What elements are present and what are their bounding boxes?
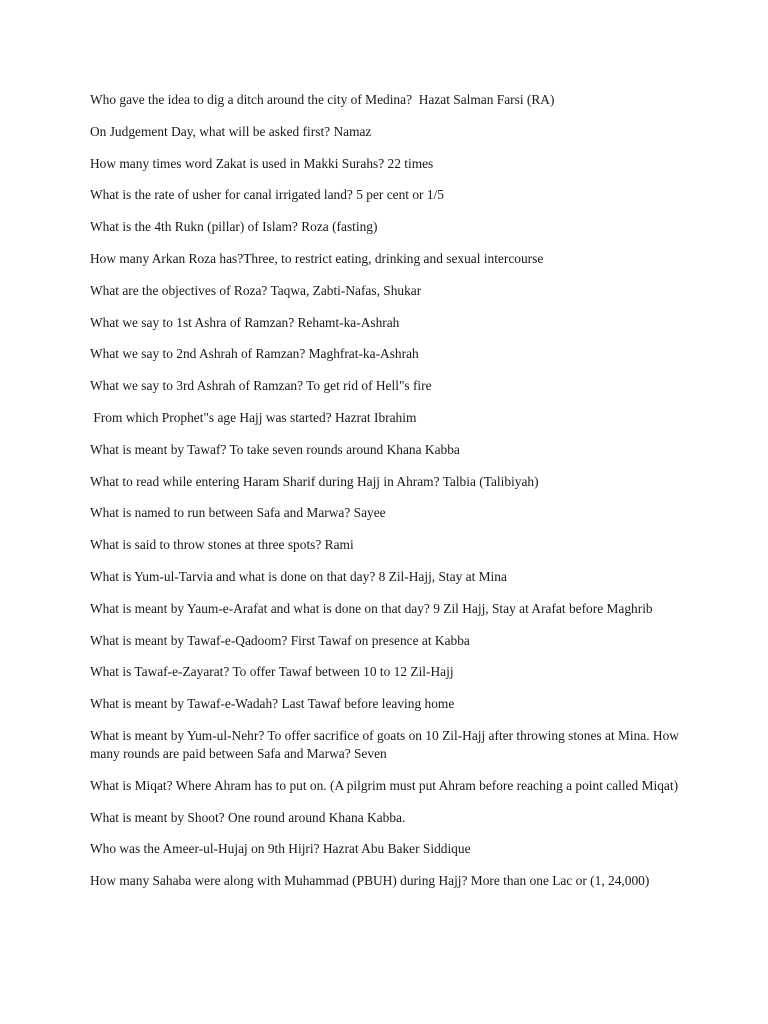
qa-line-14: What is named to run between Safa and Marwa? Sayee (90, 505, 386, 521)
qa-line-13: What to read while entering Haram Sharif during Hajj in Ahram? Talbia (Talibiyah) (90, 473, 539, 489)
qa-line-2: On Judgement Day, what will be asked first? Namaz (90, 123, 372, 139)
qa-line-10: What we say to 3rd Ashrah of Ramzan? To get rid of Hell"s fire (90, 378, 432, 394)
qa-line-16: What is Yum-ul-Tarvia and what is done on that day? 8 Zil-Hajj, Stay at Mina (90, 568, 507, 584)
qa-line-1: Who gave the idea to dig a ditch around the city of Medina? Hazat Salman Farsi (RA) (90, 92, 555, 107)
qa-line-21: What is meant by Yum-ul-Nehr? To offer sacrifice of goats on 10 Zil-Hajj after throwing stones at Mina. How many rounds are paid between Safa and Marwa? Seven (90, 727, 683, 761)
qa-line-5: What is the 4th Rukn (pillar) of Islam? Roza (fasting) (90, 219, 378, 235)
qa-line-17: What is meant by Yaum-e-Arafat and what is done on that day? 9 Zil Hajj, Stay at Arafat before Maghrib (90, 600, 653, 616)
qa-line-12: What is meant by Tawaf? To take seven rounds around Khana Kabba (90, 441, 460, 457)
qa-line-24: Who was the Ameer-ul-Hujaj on 9th Hijri? Hazrat Abu Baker Siddique (90, 841, 471, 857)
qa-line-8: What we say to 1st Ashra of Ramzan? Rehamt-ka-Ashrah (90, 314, 400, 330)
qa-line-6: How many Arkan Roza has?Three, to restrict eating, drinking and sexual intercourse (90, 250, 544, 266)
qa-line-18: What is meant by Tawaf-e-Qadoom? First Tawaf on presence at Kabba (90, 632, 470, 648)
qa-line-15: What is said to throw stones at three spots? Rami (90, 537, 354, 553)
qa-list (90, 91, 690, 904)
qa-line-23: What is meant by Shoot? One round around Khana Kabba. (90, 809, 406, 825)
qa-line-4: What is the rate of usher for canal irrigated land? 5 per cent or 1/5 (90, 187, 444, 203)
qa-line-19: What is Tawaf-e-Zayarat? To offer Tawaf between 10 to 12 Zil-Hajj (90, 664, 454, 680)
qa-line-22: What is Miqat? Where Ahram has to put on. (A pilgrim must put Ahram before reaching a point called Miqat) (90, 777, 679, 793)
qa-line-11: From which Prophet"s age Hajj was started? Hazrat Ibrahim (90, 409, 417, 425)
qa-line-7: What are the objectives of Roza? Taqwa, Zabti-Nafas, Shukar (90, 282, 422, 298)
qa-line-9: What we say to 2nd Ashrah of Ramzan? Maghfrat-ka-Ashrah (90, 346, 419, 362)
qa-line-25: How many Sahaba were along with Muhammad (PBUH) during Hajj? More than one Lac or (1, 24,000) (90, 873, 650, 889)
qa-line-20: What is meant by Tawaf-e-Wadah? Last Tawaf before leaving home (90, 696, 455, 712)
qa-line-3: How many times word Zakat is used in Makki Surahs? 22 times (90, 155, 434, 171)
